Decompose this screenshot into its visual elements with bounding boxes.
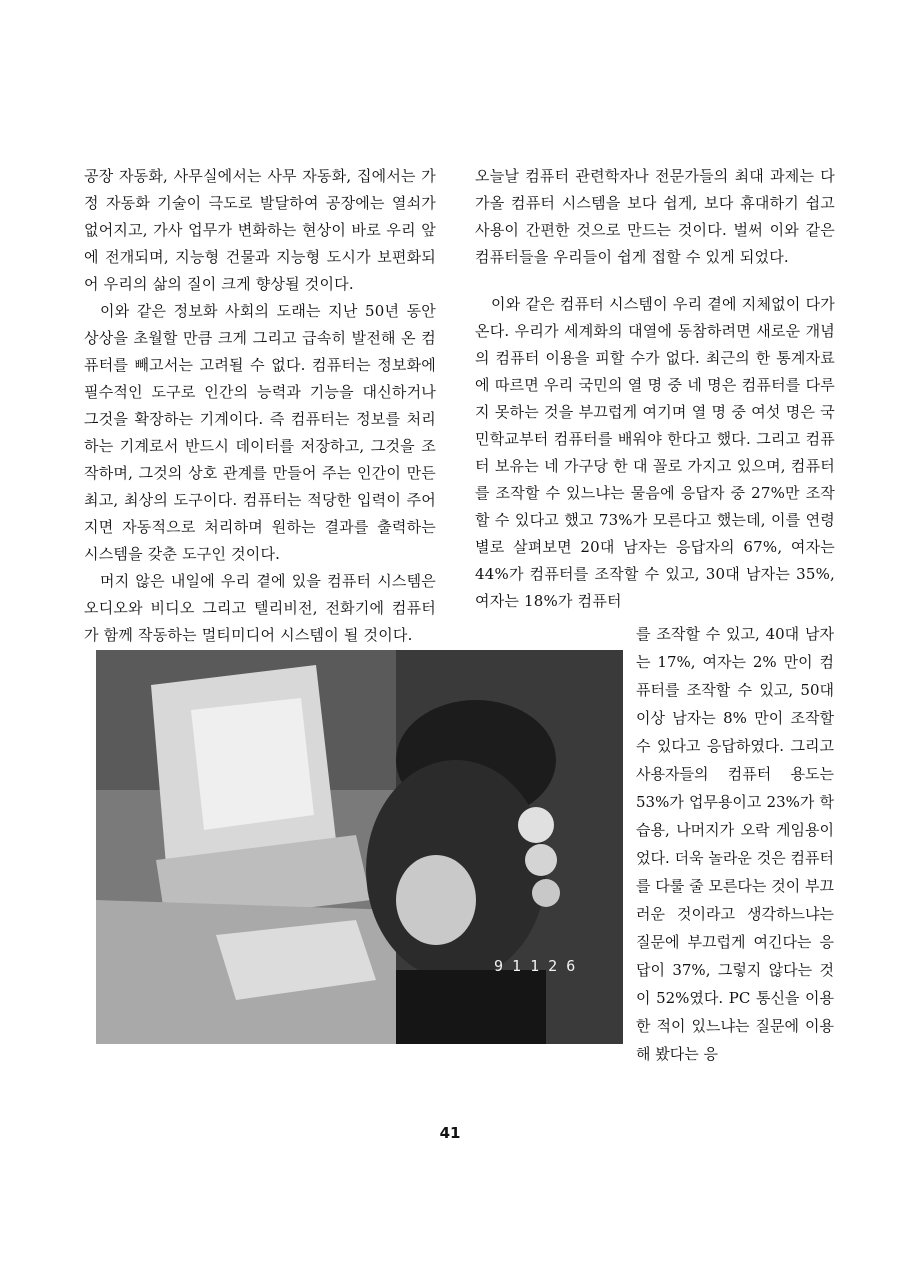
photo-timestamp: 9 1 1 2 6	[494, 957, 576, 975]
left-paragraph-1: 공장 자동화, 사무실에서는 사무 자동화, 집에서는 가정 자동화 기술이 극도로 발달하여 공장에는 열쇠가 없어지고, 가사 업무가 변화하는 현상이 바로 우리 앞에 전개되며, 지능형 건물과 지능형 도시가 보편화되어 우리의 삶의 질이 크게 향상될 것이다.	[84, 167, 436, 293]
page-number: 41	[439, 1124, 461, 1142]
right-column	[475, 163, 835, 615]
right-paragraph-1: 오늘날 컴퓨터 관련학자나 전문가들의 최대 과제는 다가올 컴퓨터 시스템을 보다 쉽게, 보다 휴대하기 쉽고 사용이 간편한 것으로 만드는 것이다. 벌써 이와 같은 컴퓨터들을 우리들이 쉽게 접할 수 있게 되었다.	[475, 167, 835, 266]
right-paragraph-2: 이와 같은 컴퓨터 시스템이 우리 곁에 지체없이 다가온다. 우리가 세계화의 대열에 동참하려면 새로운 개념의 컴퓨터 이용을 피할 수가 없다. 최근의 한 통계자료에 따르면 우리 국민의 열 명 중 네 명은 컴퓨터를 다루지 못하는 것을 부끄럽게 여기며 열 명 중 여섯 명은 국민학교부터 컴퓨터를 배워야 한다고 했다. 그리고 컴퓨터 보유는 네 가구당 한 대 꼴로 가지고 있으며, 컴퓨터를 조작할 수 있느냐는 물음에 응답자 중 27%만 조작할 수 있다고 했고 73%가 모른다고 했는데, 이를 연령별로 살펴보면 20대 남자는 응답자의 67%, 여자는 44%가 컴퓨터를 조작할 수 있고, 30대 남자는 35%, 여자는 18%가 컴퓨터	[475, 295, 835, 610]
left-column	[84, 163, 436, 649]
right-paragraph-2-continued: 를 조작할 수 있고, 40대 남자는 17%, 여자는 2% 만이 컴퓨터를 조작할 수 있고, 50대 이상 남자는 8% 만이 조작할 수 있다고 응답하였다. 그리고 사용자들의 컴퓨터 용도는 53%가 업무용이고 23%가 학습용, 나머지가 오락 게임용이었다. 더욱 놀라운 것은 컴퓨터를 다룰 줄 모른다는 것이 부끄러운 것이라고 생각하느냐는 질문에 부끄럽게 여긴다는 응답이 37%, 그렇지 않다는 것이 52%였다. PC 통신을 이용한 적이 있느냐는 질문에 이용해 봤다는 응	[636, 625, 834, 1063]
left-paragraph-2: 이와 같은 정보화 사회의 도래는 지난 50년 동안 상상을 초월할 만큼 크게 그리고 급속히 발전해 온 컴퓨터를 빼고서는 고려될 수 없다. 컴퓨터는 정보화에 필수적인 도구로 인간의 능력과 기능을 대신하거나 그것을 확장하는 기계이다. 즉 컴퓨터는 정보를 처리하는 기계로서 반드시 데이터를 저장하고, 그것을 조작하며, 그것의 상호 관계를 만들어 주는 인간이 만든 최고, 최상의 도구이다. 컴퓨터는 적당한 입력이 주어지면 자동적으로 처리하며 원하는 결과를 출력하는 시스템을 갖춘 도구인 것이다.	[84, 302, 436, 563]
child-at-computer-photo	[96, 650, 623, 1044]
wrapped-text-column	[636, 620, 834, 1068]
left-paragraph-3: 머지 않은 내일에 우리 곁에 있을 컴퓨터 시스템은 오디오와 비디오 그리고 텔리비전, 전화기에 컴퓨터가 함께 작동하는 멀티미디어 시스템이 될 것이다.	[84, 572, 436, 644]
